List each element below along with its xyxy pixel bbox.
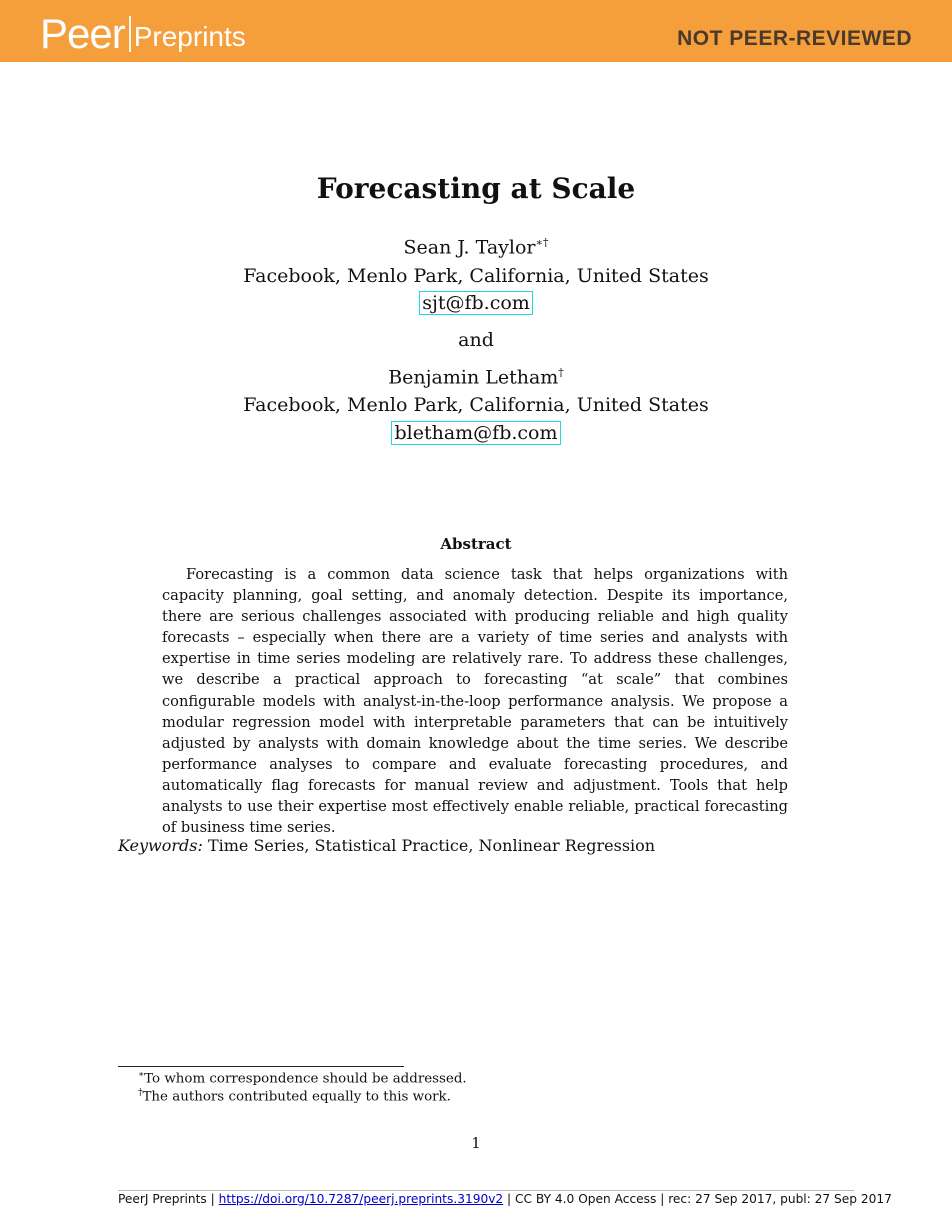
abstract-text: Forecasting is a common data science task that helps organizations with capacity planning, goal setting, and anomaly detection. Despite its importance, there are serious challenges associated with producing reliable and high quality forecasts – especially when there are a variety of time series and analysts with expertise in time series modeling are relatively rare. To address these challenges, we describe a practical approach to forecasting “at scale” that combines configurable models with analyst-in-the-loop performance analysis. We propose a modular regression model with interpretable parameters that can be intuitively adjusted by analysts with domain knowledge about the time series. We describe performance analyses to compare and evaluate forecasting procedures, and automatically flag forecasts for manual review and adjustment. Tools that help analysts to use their expertise most effectively enable reliable, practical forecasting of business time series. [162,566,788,837]
footnote-1-text: To whom correspondence should be addressed. [144,1071,467,1087]
footnote-2 [138,1088,451,1104]
abstract-body [162,564,788,838]
author1-marks: ∗† [535,236,549,249]
keywords-line [118,836,655,855]
logo-preprints-text: Preprints [133,21,246,52]
author1-email-link[interactable]: sjt@fb.com [419,291,533,315]
keywords-text: Time Series, Statistical Practice, Nonlinear Regression [207,836,656,855]
review-status-label: NOT PEER-REVIEWED [677,27,912,50]
and-separator: and [458,329,494,351]
paper-title: Forecasting at Scale [316,172,636,205]
author1-name: Sean J. Taylor [403,236,536,259]
abstract-heading: Abstract [440,535,512,553]
footer-rule [118,1190,854,1191]
footnote-2-text: The authors contributed equally to this work. [142,1089,451,1105]
logo-peer-text: Peer [40,10,125,57]
author1-line [0,236,952,258]
footnote-1 [138,1070,467,1086]
doi-link[interactable]: https://doi.org/10.7287/peerj.preprints.3190v2 [218,1192,504,1206]
footnote-1-mark: ∗ [138,1070,145,1080]
author1-affiliation: Facebook, Menlo Park, California, United States [243,265,709,287]
author2-email-link[interactable]: bletham@fb.com [391,421,560,445]
keywords-label: Keywords: [118,836,203,855]
footnote-rule [118,1066,404,1067]
author2-name: Benjamin Letham [388,366,559,389]
author2-marks: † [558,366,564,379]
author2-email-row [0,422,952,444]
author2-affiliation: Facebook, Menlo Park, California, United States [243,394,709,416]
citation-footer [118,1192,892,1206]
author1-email-row [0,292,952,314]
peerj-preprints-logo [40,10,246,58]
footnote-2-mark: † [138,1088,143,1098]
logo-divider [129,16,131,52]
footer-prefix: PeerJ Preprints | [118,1192,219,1206]
footer-suffix: | CC BY 4.0 Open Access | rec: 27 Sep 2017, publ: 27 Sep 2017 [503,1192,892,1206]
author2-line [0,366,952,388]
page-number: 1 [471,1134,481,1152]
preprint-banner [0,0,952,62]
